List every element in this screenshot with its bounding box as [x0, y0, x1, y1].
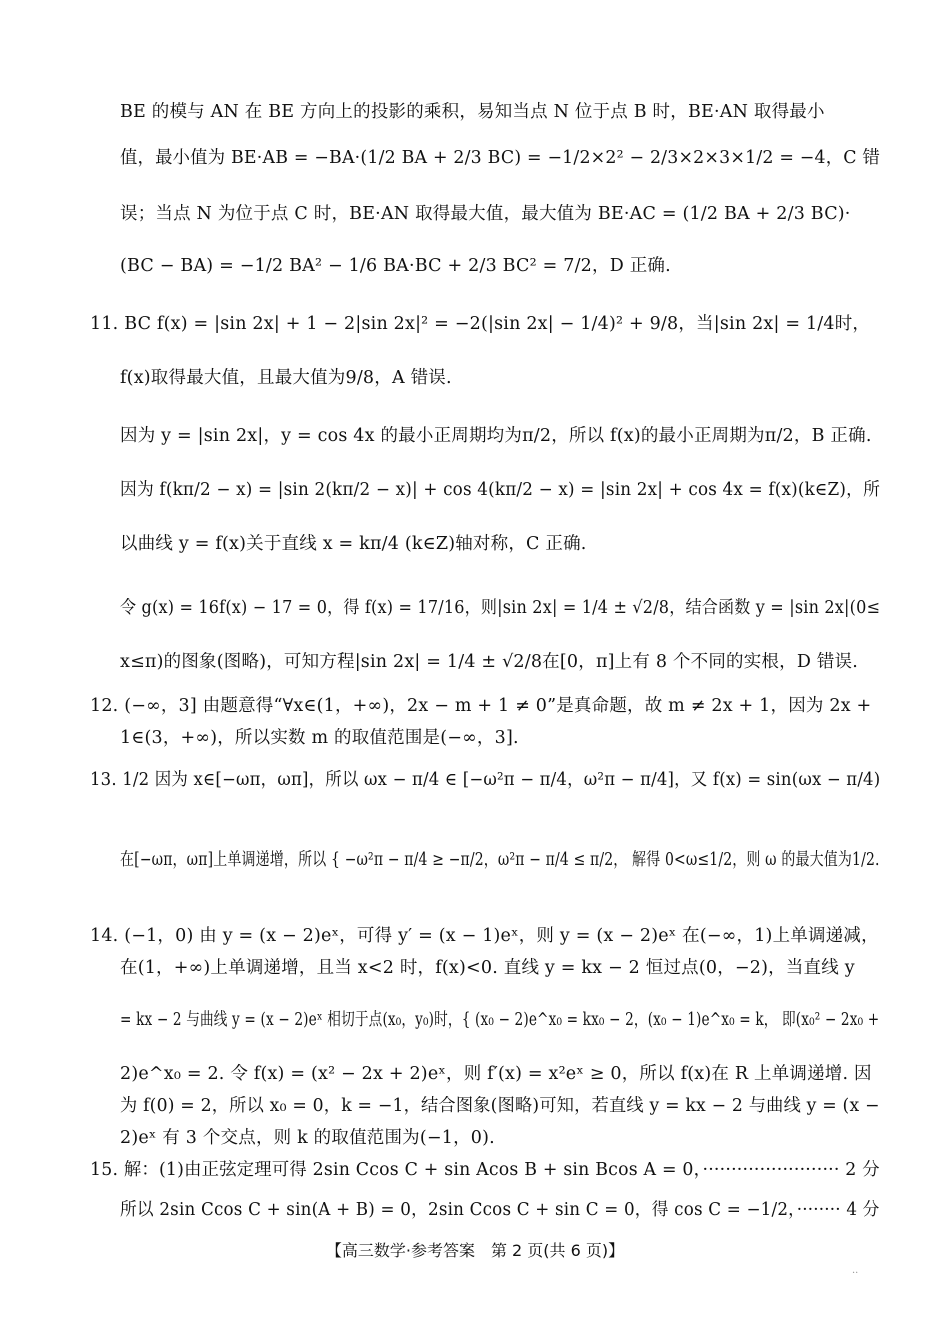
text-line: BE 的模与 AN 在 BE 方向上的投影的乘积，易知当点 N 位于点 B 时，BE·AN 取得最小 — [120, 102, 825, 122]
answer-15-line: 15. 解：(1)由正弦定理可得 2sin Ccos C + sin Acos B + sin Bcos A = 0，························ 2 分 — [90, 1160, 880, 1180]
text-line: 在(1，+∞)上单调递增，且当 x<2 时，f(x)<0. 直线 y = kx − 2 恒过点(0，−2)，当直线 y — [120, 958, 855, 978]
text-line: (BC − BA) = −1/2 BA² − 1/6 BA·BC + 2/3 BC² = 7/2，D 正确. — [120, 256, 671, 276]
text-line: x≤π)的图象(图略)，可知方程|sin 2x| = 1/4 ± √2/8在[0，π]上有 8 个不同的实根，D 错误. — [120, 652, 858, 672]
text-line: 2)e^x₀ = 2. 令 f(x) = (x² − 2x + 2)eˣ，则 f′(x) = x²eˣ ≥ 0，所以 f(x)在 R 上单调递增. 因 — [120, 1064, 872, 1084]
text-line: 为 f(0) = 2，所以 x₀ = 0，k = −1，结合图象(图略)可知，若直线 y = kx − 2 与曲线 y = (x − — [120, 1096, 880, 1116]
text-line: 因为 f(kπ/2 − x) = |sin 2(kπ/2 − x)| + cos 4(kπ/2 − x) = |sin 2x| + cos 4x = f(x)(k∈Z)，所 — [120, 480, 881, 500]
text-line: 误；当点 N 为位于点 C 时，BE·AN 取得最大值，最大值为 BE·AC = (1/2 BA + 2/3 BC)· — [120, 204, 851, 224]
page-footer: 【高三数学·参考答案 第 2 页(共 6 页)】 — [325, 1241, 625, 1260]
text-line: 令 g(x) = 16f(x) − 17 = 0，得 f(x) = 17/16，则|sin 2x| = 1/4 ± √2/8，结合函数 y = |sin 2x|(0≤ — [120, 598, 881, 618]
text-line: 值，最小值为 BE·AB = −BA·(1/2 BA + 2/3 BC) = −1/2×2² − 2/3×2×3×1/2 = −4，C 错 — [120, 148, 880, 168]
text-line: 所以 2sin Ccos C + sin(A + B) = 0，2sin Ccos C + sin C = 0，得 cos C = −1/2，········ 4 分 — [120, 1200, 880, 1220]
answer-11-line: 11. BC f(x) = |sin 2x| + 1 − 2|sin 2x|² = −2(|sin 2x| − 1/4)² + 9/8，当|sin 2x| = 1/4时， — [90, 314, 871, 334]
text-line: 在[−ωπ，ωπ]上单调递增，所以 { −ω²π − π/4 ≥ −π/2，ω²π − π/4 ≤ π/2， 解得 0<ω≤1/2，则 ω 的最大值为1/2. — [120, 850, 880, 870]
text-line: 因为 y = |sin 2x|，y = cos 4x 的最小正周期均为π/2，所以 f(x)的最小正周期为π/2，B 正确. — [120, 426, 872, 446]
text-line: = kx − 2 与曲线 y = (x − 2)eˣ 相切于点(x₀，y₀)时，{ (x₀ − 2)e^x₀ = kx₀ − 2，(x₀ − 1)e^x₀ = k， 即(x₀² − 2x₀ + — [120, 1010, 880, 1030]
corner-mark: ·· — [852, 1268, 859, 1279]
text-line: 1∈(3，+∞)，所以实数 m 的取值范围是(−∞，3]. — [120, 728, 519, 748]
text-line: 2)eˣ 有 3 个交点，则 k 的取值范围为(−1，0). — [120, 1128, 495, 1148]
answer-13-line: 13. 1/2 因为 x∈[−ωπ，ωπ]，所以 ωx − π/4 ∈ [−ω²π − π/4，ω²π − π/4]，又 f(x) = sin(ωx − π/4) — [90, 770, 881, 790]
answer-12-line: 12. (−∞，3] 由题意得“∀x∈(1，+∞)，2x − m + 1 ≠ 0”是真命题，故 m ≠ 2x + 1，因为 2x + — [90, 696, 872, 716]
text-line: f(x)取得最大值，且最大值为9/8，A 错误. — [120, 368, 452, 388]
text-line: 以曲线 y = f(x)关于直线 x = kπ/4 (k∈Z)轴对称，C 正确. — [120, 534, 587, 554]
answer-14-line: 14. (−1，0) 由 y = (x − 2)eˣ，可得 y′ = (x − 1)eˣ，则 y = (x − 2)eˣ 在(−∞，1)上单调递减， — [90, 926, 879, 946]
